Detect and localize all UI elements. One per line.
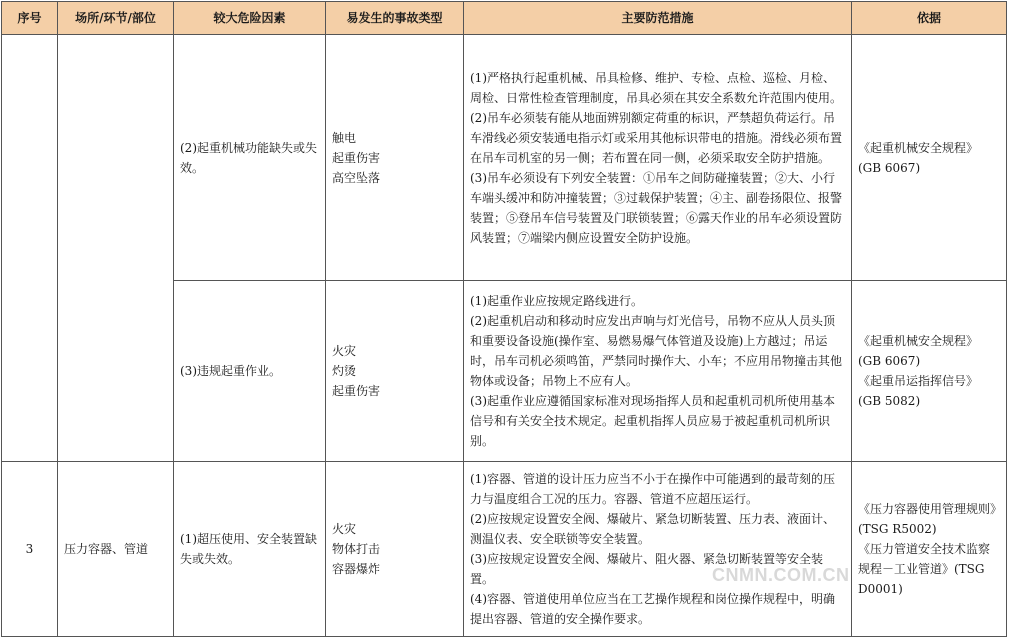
hazard-cell: (2)起重机械功能缺失或失效。: [174, 35, 326, 281]
header-row: [2, 2, 1007, 35]
row-number-cell: [2, 35, 58, 462]
hazard-cell: (3)违规起重作业。: [174, 281, 326, 462]
row-number-cell: 3: [2, 462, 58, 637]
measure-item: (2)吊车必须装有能从地面辨别额定荷重的标识，严禁超负荷运行。吊车滑线必须安装通电指示灯或采用其他标识带电的措施。滑线必须布置在吊车司机室的另一侧；若布置在同一侧，必须采取安全防护措施。: [470, 110, 843, 165]
header-hazard: 较大危险因素: [174, 2, 326, 35]
basis-cell: [852, 281, 1007, 462]
measure-item: (1)严格执行起重机械、吊具检修、维护、专检、点检、巡检、月检、周检、日常性检查管理制度，吊具必须在其安全系数允许范围内使用。: [470, 70, 843, 105]
table-row: [2, 35, 1007, 281]
measure-item: (4)容器、管道使用单位应当在工艺操作规程和岗位操作规程中，明确提出容器、管道的安全操作要求。: [470, 592, 836, 626]
measures-cell: [464, 462, 852, 637]
measure-item: (2)应按规定设置安全阀、爆破片、紧急切断装置、压力表、液面计、测温仪表、安全联锁等安全装置。: [470, 512, 836, 546]
accident-type: 高空坠落: [332, 170, 381, 185]
accident-type: 容器爆炸: [332, 562, 381, 576]
accident-cell: [326, 462, 464, 637]
measures-cell: [464, 281, 852, 462]
basis-item: 《起重吊运指挥信号》(GB 5082): [858, 374, 979, 408]
accident-type: 物体打击: [332, 542, 381, 556]
hazard-cell: (1)超压使用、安全装置缺失或失效。: [174, 462, 326, 637]
measure-item: (3)起重作业应遵循国家标准对现场指挥人员和起重机司机所使用基本信号和有关安全技术规定。起重机指挥人员应易于被起重机司机所识别。: [470, 394, 836, 448]
table-row: [2, 462, 1007, 637]
measure-item: (1)起重作业应按规定路线进行。: [470, 294, 643, 308]
location-cell: 压力容器、管道: [58, 462, 174, 637]
accident-type: 触电: [332, 130, 357, 145]
location-cell: [58, 35, 174, 462]
basis-item: 《压力管道安全技术监察规程－工业管道》(TSG D0001): [858, 542, 991, 596]
basis-item: 《起重机械安全规程》(GB 6067): [858, 140, 979, 175]
header-no: 序号: [2, 2, 58, 35]
header-measures: 主要防范措施: [464, 2, 852, 35]
accident-type: 火灾: [332, 344, 357, 358]
basis-cell: [852, 35, 1007, 281]
accident-cell: [326, 35, 464, 281]
accident-type: 起重伤害: [332, 384, 381, 398]
measure-item: (3)应按规定设置安全阀、爆破片、阻火器、紧急切断装置等安全装置。: [470, 552, 824, 586]
basis-item: 《压力容器使用管理规则》(TSG R5002): [858, 502, 997, 536]
basis-item: 《起重机械安全规程》(GB 6067): [858, 334, 979, 368]
header-location: 场所/环节/部位: [58, 2, 174, 35]
measure-item: (2)起重机启动和移动时应发出声响与灯光信号，吊物不应从人员头顶和重要设备设施(操作室、易燃易爆气体管道及设施)上方越过；吊运时，吊车司机必须鸣笛，严禁同时操作大、小车；不应用吊物撞击其他物体或设备；吊物上不应有人。: [470, 314, 843, 388]
measure-item: (3)吊车必须设有下列安全装置：①吊车之间防碰撞装置；②大、小行车端头缓冲和防冲撞装置；③过载保护装置；④主、副卷扬限位、报警装置；⑤登吊车信号装置及门联锁装置；⑥露天作业的吊车必须设置防风装置；⑦端梁内侧应设置安全防护设施。: [470, 170, 843, 245]
measure-item: (1)容器、管道的设计压力应当不小于在操作中可能遇到的最苛刻的压力与温度组合工况的压力。容器、管道不应超压运行。: [470, 472, 836, 506]
accident-type: 灼烫: [332, 364, 357, 378]
watermark: CNMN.COM.CN: [712, 565, 850, 585]
accident-type: 起重伤害: [332, 150, 381, 165]
measures-cell: [464, 35, 852, 281]
hazard-table: [1, 1, 1007, 637]
header-accident: 易发生的事故类型: [326, 2, 464, 35]
basis-cell: [852, 462, 1007, 637]
accident-cell: [326, 281, 464, 462]
header-basis: 依据: [852, 2, 1007, 35]
accident-type: 火灾: [332, 522, 357, 536]
